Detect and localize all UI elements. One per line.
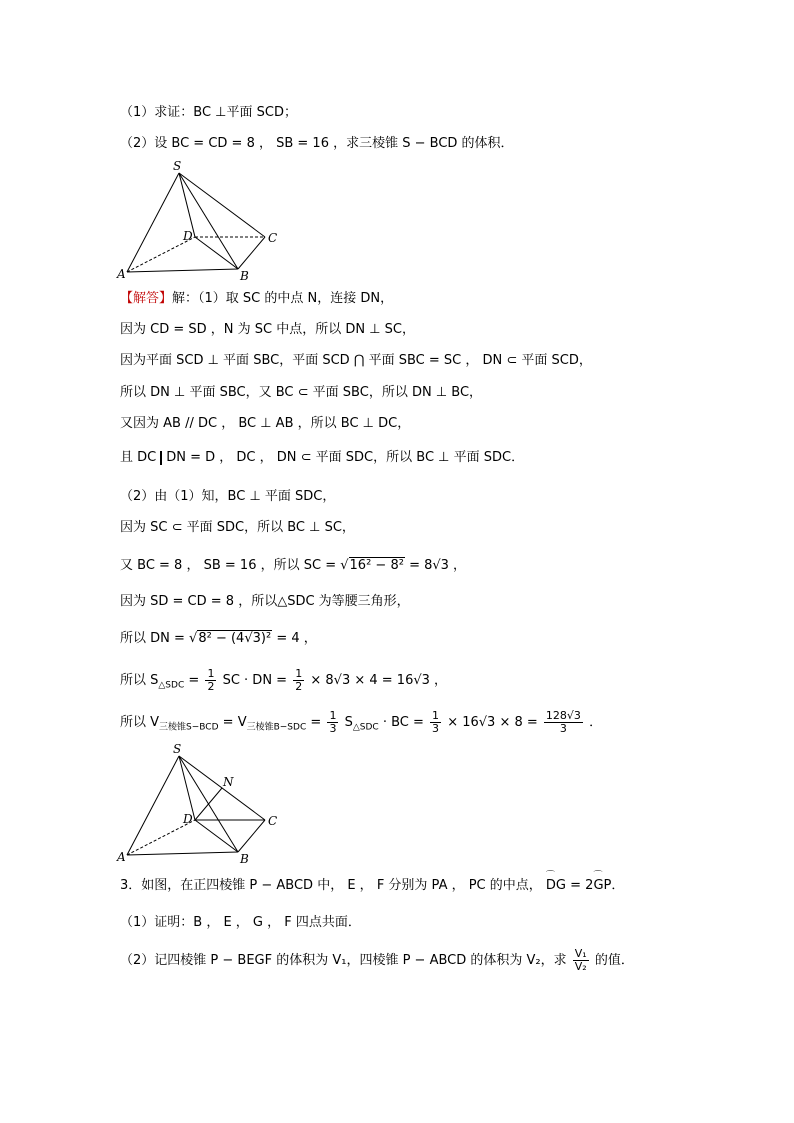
area-result: × 8√3 × 4 = 16√3 ，	[310, 673, 448, 688]
q3-part2-text: （2）记四棱锥 P − BEGF 的体积为 V₁，四棱锥 P − ABCD 的体积为 V₂，求	[120, 953, 567, 968]
fraction-v1-v2: $\frac{\text{V₁}}{\text{V₂}}$	[574, 947, 587, 973]
q3-part2-end: 的值．	[594, 953, 634, 968]
area-symbol: 所以 S	[120, 673, 159, 688]
volume-subscript-2: 三棱锥B−SDC	[246, 722, 307, 733]
solution-intro	[120, 290, 393, 308]
solution-step-5	[120, 449, 524, 467]
radicand-2: 8² − (4√3)²	[198, 631, 272, 646]
line5-result: = 4 ，	[276, 631, 317, 646]
question-3-part-1: （1）证明：B ， E ， G ， F 四点共面．	[120, 915, 361, 930]
fraction-half: $\frac{1}{2}$	[207, 667, 215, 693]
text-cursor	[160, 451, 162, 465]
equals: =	[188, 673, 200, 688]
question-3-text: 3．如图，在正四棱锥 P − ABCD 中， E ， F 分别为 PA ， PC 的中点，	[120, 878, 542, 893]
question-3-part-2	[120, 946, 634, 976]
equals-2: =	[310, 715, 322, 730]
volume-calc: × 16√3 × 8 =	[447, 715, 538, 730]
fraction-half-2: $\frac{1}{2}$	[295, 667, 303, 693]
volume-symbol: 所以 V	[120, 715, 160, 730]
sqrt-expression-2: √8² − (4√3)²	[189, 631, 272, 646]
sqrt-expression: √16² − 8²	[340, 558, 404, 573]
solution-step-3: 所以 DN ⊥ 平面 SBC，又 BC ⊂ 平面 SBC，所以 DN ⊥ BC，	[120, 385, 483, 400]
part2-line-4: 因为 SD = CD = 8 ，所以△SDC 为等腰三角形，	[120, 594, 410, 609]
vertex-label-d: D	[183, 229, 193, 243]
line5-text: 所以 DN =	[120, 631, 185, 646]
question-part-2: （2）设 BC = CD = 8 ， SB = 16 ，求三棱锥 S − BCD 的体积．	[120, 136, 514, 151]
area-subscript-2: △SDC	[352, 722, 379, 733]
solution-step-2: 因为平面 SCD ⊥ 平面 SBC，平面 SCD ⋂ 平面 SBC = SC ， DN ⊂ 平面 SCD，	[120, 353, 592, 368]
part2-line-1: （2）由（1）知，BC ⊥ 平面 SDC，	[120, 489, 336, 504]
period: ．	[589, 715, 603, 730]
solution-step-4: 又因为 AB // DC ， BC ⊥ AB ，所以 BC ⊥ DC，	[120, 416, 411, 431]
part2-line-5	[120, 630, 317, 648]
part2-line-6	[120, 668, 447, 699]
vector-gp: ⌒ GP	[593, 877, 611, 895]
line3-result: = 8√3 ，	[409, 558, 467, 573]
vertex-label-b-2: B	[240, 852, 249, 866]
vertex-label-d-2: D	[183, 812, 193, 826]
solution-tag: 【解答】	[120, 291, 173, 306]
line3-text: 又 BC = 8 ， SB = 16 ，所以 SC =	[120, 558, 337, 573]
area-expr: SC · DN =	[222, 673, 288, 688]
pyramid-figure-1	[115, 155, 295, 285]
fraction-third: $\frac{1}{3}$	[329, 709, 337, 735]
vertex-label-s-2: S	[173, 742, 182, 756]
vertex-label-b: B	[240, 269, 249, 283]
vertex-label-s: S	[173, 159, 182, 173]
vertex-label-c-2: C	[268, 814, 278, 828]
vertex-label-c: C	[268, 231, 278, 245]
solution-step-1: 因为 CD = SD ，N 为 SC 中点，所以 DN ⊥ SC，	[120, 322, 416, 337]
area-s: S	[344, 715, 353, 730]
pyramid-figure-2	[115, 738, 295, 868]
volume-subscript-1: 三棱锥S−BCD	[159, 722, 219, 733]
vertex-label-a-2: A	[117, 850, 126, 864]
fraction-result: $\frac{128√3}{3}$	[545, 709, 581, 735]
solution-intro-text: 解：（1）取 SC 的中点 N，连接 DN，	[172, 291, 394, 306]
step-5-end: DN = D ， DC ， DN ⊂ 平面 SDC，所以 BC ⊥ 平面 SDC．	[166, 450, 525, 465]
part2-line-3	[120, 557, 466, 575]
dot-bc: · BC =	[382, 715, 424, 730]
question-3	[120, 877, 624, 895]
question-part-1: （1）求证：BC ⊥平面 SCD；	[120, 105, 297, 120]
step-5-start: 且 DC	[120, 450, 157, 465]
q3-period: ．	[611, 878, 625, 893]
area-subscript: △SDC	[158, 680, 185, 691]
part2-line-2: 因为 SC ⊂ 平面 SDC，所以 BC ⊥ SC，	[120, 520, 355, 535]
vertex-label-a: A	[117, 267, 126, 281]
volume-equals: = V	[222, 715, 247, 730]
vector-dg: ⌒ DG	[546, 877, 566, 895]
fraction-third-2: $\frac{1}{3}$	[432, 709, 440, 735]
radicand: 16² − 8²	[349, 558, 404, 573]
equals-2x: = 2	[570, 878, 594, 893]
vertex-label-n: N	[223, 775, 234, 789]
